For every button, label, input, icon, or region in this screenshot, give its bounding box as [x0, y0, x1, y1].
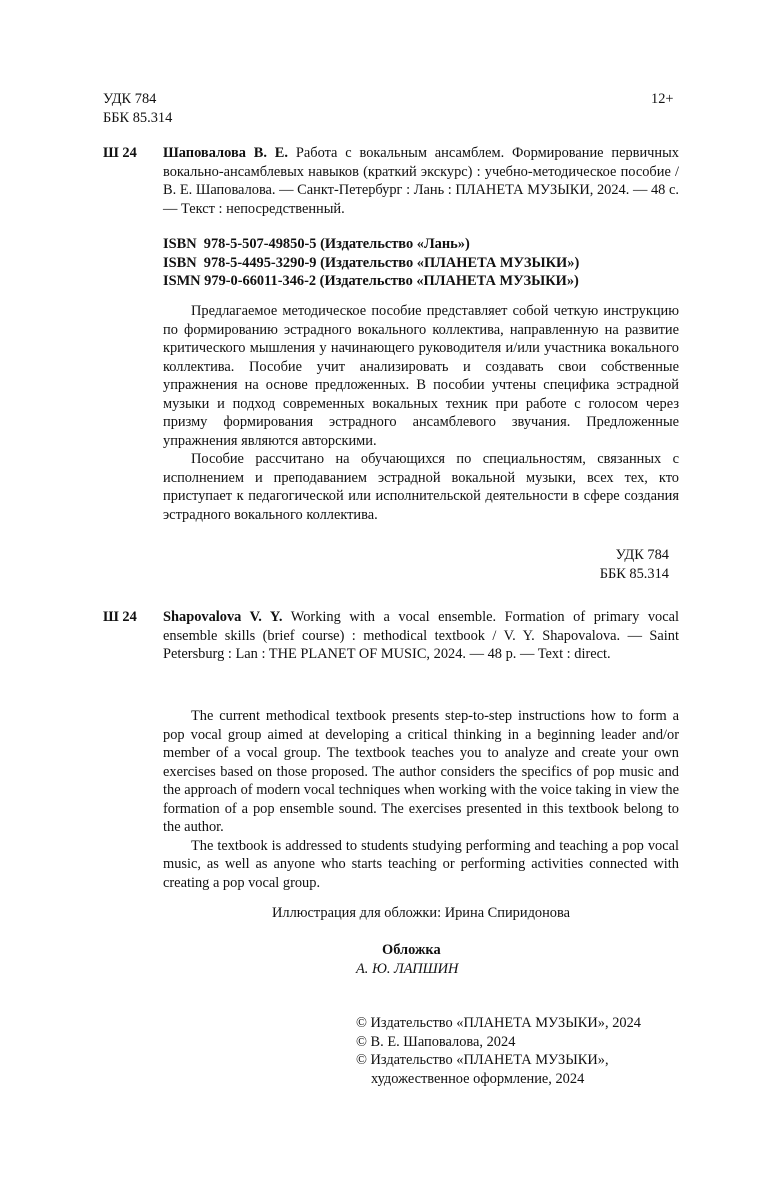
en-entry-author: Shapovalova V. Y.: [163, 609, 283, 625]
ru-entry-code: Ш 24: [103, 145, 137, 161]
en-abstract-paragraph-2: The textbook is addressed to students studying performing and teaching a pop vocal music, as well as anyone who starts teaching or performing activities connected with creating a pop vocal group.: [163, 837, 679, 891]
ru-entry-author: Шаповалова В. Е.: [163, 145, 289, 161]
isbn-lan: ISBN 978-5-507-49850-5 (Издательство «Лань»): [163, 236, 470, 252]
footer-codes: [593, 546, 669, 583]
en-abstract-paragraph-1: The current methodical textbook presents step-to-step instructions how to form a pop vocal group aimed at developing a critical thinking in a beginning leader and/or member of a vocal group. The textbook teaches you to analyze and create your own exercises based on those proposed. The author considers the specifics of pop music and the approach of modern vocal techniques when working with the voice taking in view the formation of a pop ensemble sound. The exercises presented in this textbook belong to the author.: [163, 708, 679, 835]
ru-abstract: [163, 302, 679, 524]
ru-abstract-paragraph-2: Пособие рассчитано на обучающихся по специальностям, связанных с исполнением и преподаванием эстрадной вокальной музыки, всех тех, кто приступает к педагогической или исполнительской деятельности в сфере создания эстрадного вокального коллектива.: [163, 451, 679, 523]
copyright-line-1: © Издательство «ПЛАНЕТА МУЗЫКИ», 2024: [356, 1015, 641, 1031]
ru-entry: [163, 144, 679, 218]
cover-label: Обложка: [382, 942, 441, 958]
en-entry: [163, 608, 679, 664]
copyright-block: [356, 1014, 641, 1088]
copyright-line-2: © В. Е. Шаповалова, 2024: [356, 1033, 516, 1050]
copyright-line-3: © Издательство «ПЛАНЕТА МУЗЫКИ»,: [356, 1052, 609, 1068]
copyright-line-4: художественное оформление, 2024: [371, 1070, 585, 1087]
ru-abstract-paragraph-1: Предлагаемое методическое пособие представляет собой четкую инструкцию по формированию эстрадного вокального коллектива, направленную на развитие критического мышления у начинающего руководителя и/или участника вокального коллектива. Пособие учит анализировать и создавать свои собственные упражнения на основе предложенных. В пособии учтены специфика эстрадной музыки и подход современных вокальных техник при работе с голосом через призму формирования эстрадного ансамблевого звучания. Предложенные упражнения являются авторскими.: [163, 303, 679, 449]
cover-designer: А. Ю. ЛАПШИН: [356, 961, 459, 977]
ru-entry-text: Работа с вокальным ансамблем. Формирование первичных вокально-ансамблевых навыков (краткий экскурс) : учебно-методическое пособие / В. Е. Шаповалова. — Санкт-Петербург : Лань : ПЛАНЕТА МУЗЫКИ, 2024. — 48 с. — Текст : непосредственный.: [163, 145, 679, 217]
ismn-planeta: ISMN 979-0-66011-346-2 (Издательство «ПЛАНЕТА МУЗЫКИ»): [163, 273, 579, 289]
illustration-credit: Иллюстрация для обложки: Ирина Спиридонова: [272, 905, 570, 921]
isbn-planeta: ISBN 978-5-4495-3290-9 (Издательство «ПЛАНЕТА МУЗЫКИ»): [163, 254, 580, 271]
footer-bbk: ББК 85.314: [599, 565, 669, 582]
header-udk: УДК 784: [103, 91, 157, 107]
en-entry-code: Ш 24: [103, 609, 137, 625]
footer-udk: УДК 784: [615, 547, 669, 563]
isbn-block: [163, 235, 679, 291]
header-codes: [103, 90, 172, 127]
en-entry-text: Working with a vocal ensemble. Formation of primary vocal ensemble skills (brief course) : methodical textbook / V. Y. Shapovalova. — Saint Petersburg : Lan : THE PLANET OF MUSIC, 2024. — 48 p. — Text : direct.: [163, 609, 679, 662]
en-abstract: [163, 707, 679, 892]
header-bbk: ББК 85.314: [103, 109, 173, 126]
age-rating: 12+: [651, 91, 674, 107]
